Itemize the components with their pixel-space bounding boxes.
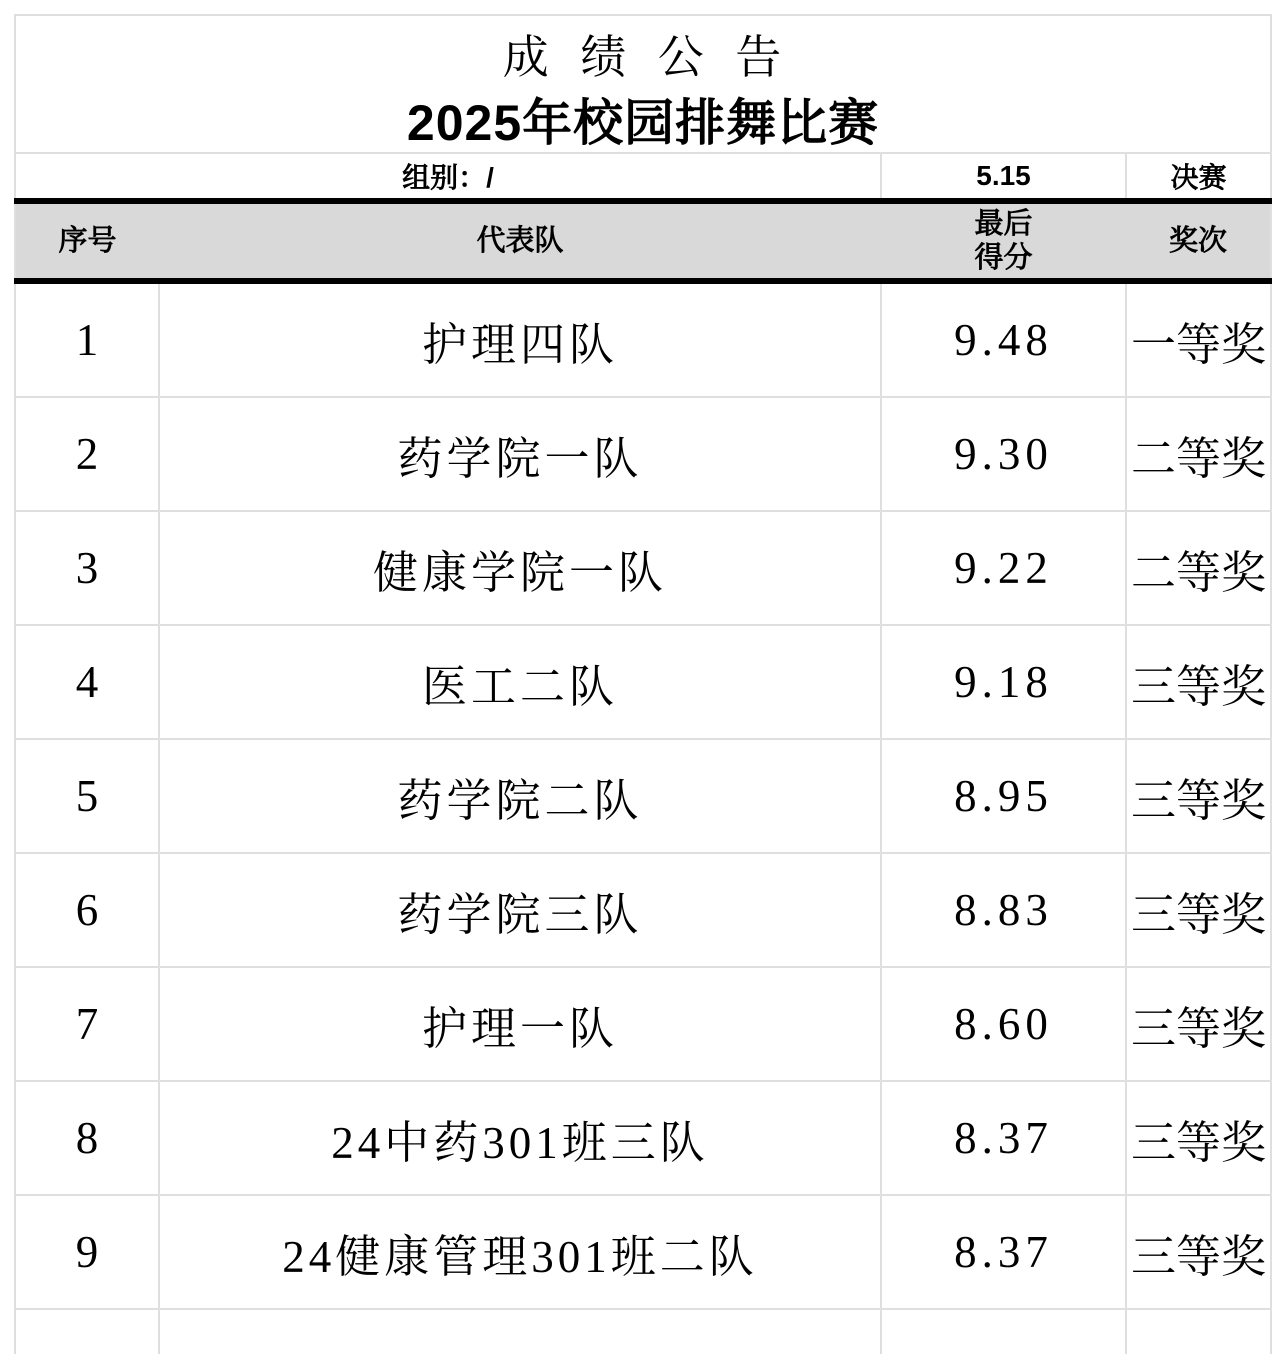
- row-6-team: 药学院三队: [159, 853, 881, 967]
- row-4-score: 9.18: [881, 625, 1126, 739]
- row-2-award: 二等奖: [1126, 397, 1271, 511]
- row-8-score: 8.37: [881, 1081, 1126, 1195]
- row-7-team: 护理一队: [159, 967, 881, 1081]
- result-row: [15, 853, 1271, 967]
- row-7-score: 8.60: [881, 967, 1126, 1081]
- row-3-team: 健康学院一队: [159, 511, 881, 625]
- row-2-score: 9.30: [881, 397, 1126, 511]
- result-row: [15, 397, 1271, 511]
- page-subtitle: 2025年校园排舞比赛: [406, 95, 880, 151]
- row-7-award: 三等奖: [1126, 967, 1271, 1081]
- empty-row-award: [1126, 1309, 1271, 1354]
- row-9-score: 8.37: [881, 1195, 1126, 1309]
- row-8-award: 三等奖: [1126, 1081, 1271, 1195]
- empty-row: [15, 1309, 1271, 1354]
- row-4-index: 4: [15, 625, 159, 739]
- row-9-award: 三等奖: [1126, 1195, 1271, 1309]
- row-1-team: 护理四队: [159, 281, 881, 397]
- header-score: [881, 201, 1126, 281]
- empty-row-score: [881, 1309, 1126, 1354]
- row-6-award: 三等奖: [1126, 853, 1271, 967]
- row-2-team: 药学院一队: [159, 397, 881, 511]
- row-3-score: 9.22: [881, 511, 1126, 625]
- row-5-score: 8.95: [881, 739, 1126, 853]
- result-row: [15, 1081, 1271, 1195]
- row-9-team: 24健康管理301班二队: [159, 1195, 881, 1309]
- row-6-score: 8.83: [881, 853, 1126, 967]
- title-block: [15, 15, 1271, 153]
- meta-row: [15, 153, 1271, 201]
- row-1-award: 一等奖: [1126, 281, 1271, 397]
- result-row: [15, 625, 1271, 739]
- row-6-index: 6: [15, 853, 159, 967]
- date-label: 5.15: [881, 153, 1126, 201]
- empty-row-team: [159, 1309, 881, 1354]
- row-3-award: 二等奖: [1126, 511, 1271, 625]
- row-7-index: 7: [15, 967, 159, 1081]
- row-8-index: 8: [15, 1081, 159, 1195]
- row-5-index: 5: [15, 739, 159, 853]
- header-index: 序号: [15, 201, 159, 281]
- header-award: 奖次: [1126, 201, 1271, 281]
- score-table: [14, 14, 1272, 1354]
- stage-label: 决赛: [1126, 153, 1271, 201]
- row-4-team: 医工二队: [159, 625, 881, 739]
- results-body: [15, 281, 1271, 1354]
- header-score-line1: 最后: [974, 208, 1033, 240]
- row-8-team: 24中药301班三队: [159, 1081, 881, 1195]
- group-label: 组别：/: [15, 153, 881, 201]
- row-1-score: 9.48: [881, 281, 1126, 397]
- header-score-line2: 得分: [974, 242, 1033, 274]
- row-5-award: 三等奖: [1126, 739, 1271, 853]
- result-row: [15, 281, 1271, 397]
- page-title: 成 绩 公 告: [502, 32, 784, 83]
- row-3-index: 3: [15, 511, 159, 625]
- row-5-team: 药学院二队: [159, 739, 881, 853]
- title-cell: [15, 15, 1271, 153]
- result-row: [15, 1195, 1271, 1309]
- row-9-index: 9: [15, 1195, 159, 1309]
- row-4-award: 三等奖: [1126, 625, 1271, 739]
- result-row: [15, 739, 1271, 853]
- row-1-index: 1: [15, 281, 159, 397]
- header-team: 代表队: [159, 201, 881, 281]
- row-2-index: 2: [15, 397, 159, 511]
- empty-row-index: [15, 1309, 159, 1354]
- result-row: [15, 511, 1271, 625]
- result-row: [15, 967, 1271, 1081]
- table-header-row: [15, 201, 1271, 281]
